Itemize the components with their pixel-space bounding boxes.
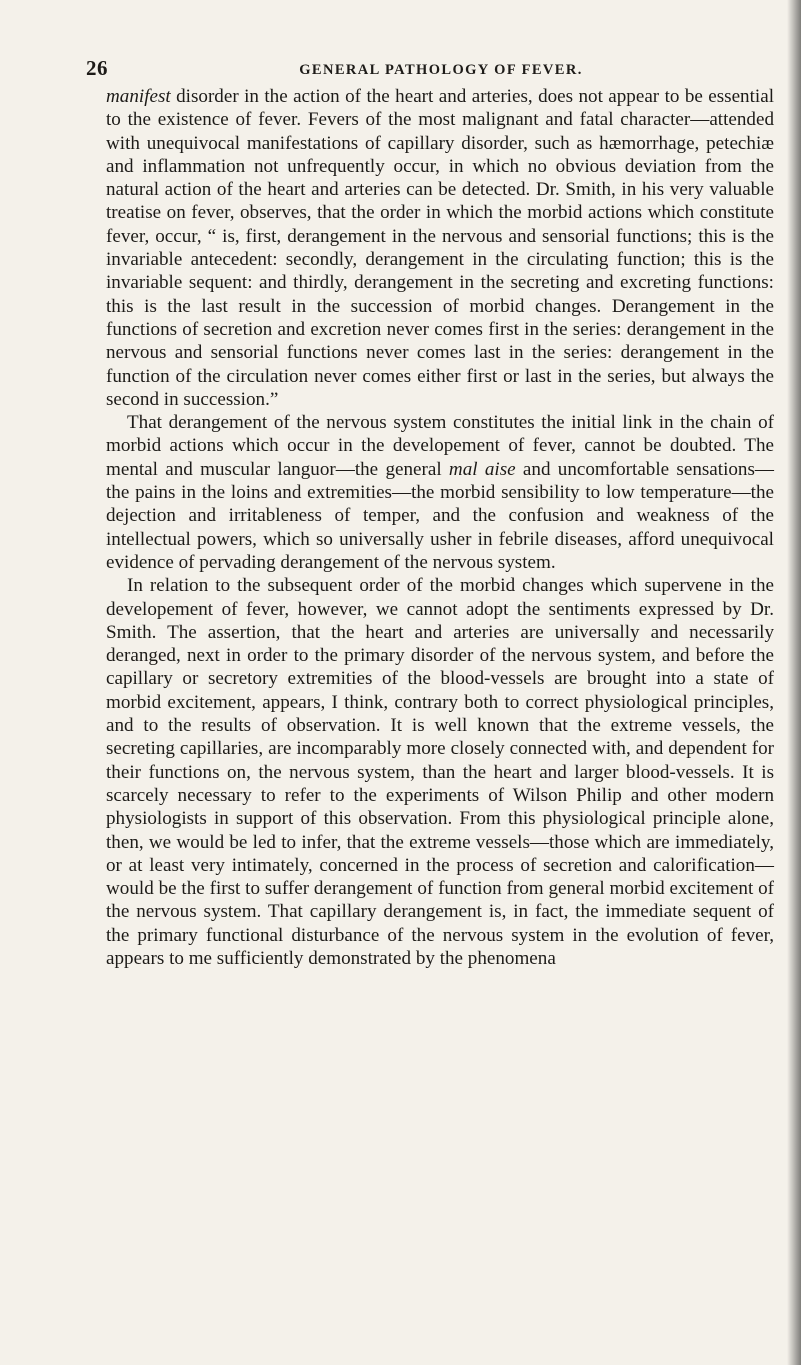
- paragraph-2: [106, 411, 774, 574]
- paragraph-3: [106, 574, 774, 970]
- page-number: 26: [86, 56, 108, 80]
- paragraph-1-text: disorder in the action of the heart and arteries, does not appear to be essential to the existence of fever. Fevers of the most malignant and fatal character—attended with unequivocal manifestations of capillary disorder, such as hæmorrhage, petechiæ and inflammation not unfrequently occur, in which no obvious deviation from the natural action of the heart and arteries can be detected. Dr. Smith, in his very valuable treatise on fever, observes, that the order in which the morbid actions which constitute fever, occur, “ is, first, derangement in the nervous and sensorial functions; this is the invariable antecedent: secondly, derangement in the circulating function; this is the invariable sequent: and thirdly, derangement in the secreting and excreting functions: this is the last result in the succession of morbid changes. Derangement in the functions of secretion and excretion never comes first in the series: derangement in the nervous and sensorial functions never comes last in the series: derangement in the function of the circulation never comes either first or last in the series, but always the second in succession.”: [106, 86, 774, 410]
- page-edge-shadow: [787, 0, 801, 1365]
- paragraph-2-text-after: and uncomfortable sensations—the pains in the loins and extremities—the morbid sensibility to low temperature—the dejection and irritableness of temper, and the confusion and weakness of the intellectual powers, which so universally usher in febrile diseases, afford unequivocal evidence of pervading derangement of the nervous system.: [106, 458, 775, 573]
- italic-word-manifest: manifest: [106, 86, 171, 107]
- paragraph-1: [106, 85, 774, 411]
- paragraph-2-text-before: That derangement of the nervous system constitutes the initial link in the chain of morbid actions which occur in the developement of fever, cannot be doubted. The mental and muscular languor—the general: [106, 412, 774, 480]
- italic-phrase-mal-aise: mal aise: [448, 458, 516, 480]
- running-title: GENERAL PATHOLOGY OF FEVER.: [299, 62, 583, 78]
- body-text: [106, 85, 774, 970]
- paragraph-3-text: In relation to the subsequent order of the morbid changes which supervene in the developement of fever, however, we cannot adopt the sentiments expressed by Dr. Smith. The assertion, that the heart and arteries are universally and necessarily deranged, next in order to the primary disorder of the nervous system, and before the capillary or secretory extremities of the blood-vessels are brought into a state of morbid excitement, appears, I think, contrary both to correct physiological principles, and to the results of observation. It is well known that the extreme vessels, the secreting capillaries, are incomparably more closely connected with, and dependent for their functions on, the nervous system, than the heart and larger blood-vessels. It is scarcely necessary to refer to the experiments of Wilson Philip and other modern physiologists in support of this observation. From this physiological principle alone, then, we would be led to infer, that the extreme vessels—those which are immediately, or at least very intimately, concerned in the process of secretion and calorification—would be the first to suffer derangement of function from general morbid excitement of the nervous system. That capillary derangement is, in fact, the immediate sequent of the primary functional disturbance of the nervous system in the evolution of fever, appears to me sufficiently demonstrated by the phenomena: [106, 575, 774, 969]
- page-header: [86, 56, 776, 86]
